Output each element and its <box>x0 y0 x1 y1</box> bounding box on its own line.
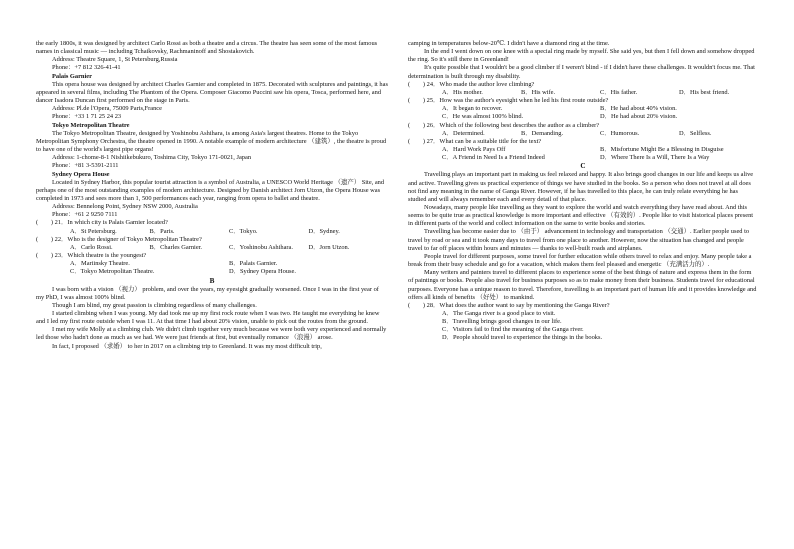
passage-b-paragraph: I met my wife Molly at a climbing club. We didn't climb together very much because we were both very experienced and normally led those who hadn't done as much as we had. We were just friends at first, but eventually romance （浪漫） arose. <box>36 326 387 342</box>
option: B．Charles Garnier. <box>149 243 203 251</box>
right-column <box>408 40 758 343</box>
option: A．Hard Work Pays Off <box>442 146 506 154</box>
garnier-phone: Phone：+33 1 71 25 24 23 <box>52 113 122 121</box>
passage-c-paragraph: Travelling plays an important part in making us feel relaxed and happy. It also brings good changes in our life and keeps us alive and active. Travelling gives us practical experience of things we have studied in the books. So a person who does not travel at all does not find any meaning in the name of Ganga River. However, if he has travelled to this place, he can truly relate everything he has studied and will always remember each and every detail of that place. <box>408 171 754 203</box>
question-22: ( ) 22．Who is the designer of Tokyo Metropolitan Theatre? <box>36 235 202 243</box>
passage-b-paragraph: camping in temperatures below-20℃. I didn't have a diamond ring at the time. <box>408 40 610 47</box>
passage-b-paragraph: Though I am blind, my great passion is climbing regardless of many challenges. <box>52 301 257 309</box>
question-27-options <box>408 146 758 154</box>
question-24: ( ) 24．Who made the author love climbing? <box>408 80 535 88</box>
option: A．Determined. <box>442 129 485 137</box>
option: C．Yoshinobu Ashihara. <box>229 243 293 251</box>
option: D．He had about 20% vision. <box>600 113 678 121</box>
option: B．Palais Garnier. <box>229 260 278 268</box>
question-25-options-row2 <box>408 113 758 121</box>
passage-b-paragraph: In the end I went down on one knee with a special ring made by myself. She said yes, but then I fell down and somehow dropped the ring. So it's still there in Greenland! <box>408 48 755 64</box>
question-27: ( ) 27．What can be a suitable title for the text? <box>408 137 542 145</box>
option: C．He was almost 100% blind. <box>442 113 524 121</box>
question-21-options <box>36 228 388 236</box>
question-23-options-row2 <box>36 268 388 276</box>
question-27-options-row2 <box>408 154 758 162</box>
option: B．He had about 40% vision. <box>600 105 677 113</box>
option: A．St Petersburg. <box>70 227 117 235</box>
tokyo-heading: Tokyo Metropolitan Theatre <box>52 121 130 129</box>
passage-c-paragraph: Nowadays, many people like travelling as they want to explore the world and watch everything they have read about. And this seems to be quite true as practical knowledge is more important and effective （有效的）. People like to visit historical places present in different parts of the world and collect information on the same to write books and stories. <box>408 203 754 228</box>
option: D．Selfless. <box>679 129 712 137</box>
garnier-address: Address: Pl.de l'Opera, 75009 Paris,France <box>52 105 162 113</box>
question-25-options <box>408 105 758 113</box>
option: B．His wife. <box>521 88 556 96</box>
option: A．Mariinsky Theatre. <box>70 260 130 268</box>
intro-paragraph: the early 1800s, it was designed by architect Carlo Rossi as both a theatre and a circus. The theatre has seen some of the most famous names in classical music — including Tchaikovsky, Rachmaninoff and Shostakovich. <box>36 40 378 56</box>
option: A．His mother. <box>442 88 483 96</box>
question-22-options <box>36 244 388 252</box>
question-26-options <box>408 130 758 138</box>
sydney-heading: Sydney Opera House <box>52 170 110 178</box>
mariinsky-phone: Phone：+7 812 326-41-41 <box>52 64 121 72</box>
question-28: ( ) 28．What does the author want to say by mentioning the Ganga River? <box>408 301 610 309</box>
tokyo-phone: Phone：+81 3-5391-2111 <box>52 162 119 170</box>
question-24-options <box>408 89 758 97</box>
option: C．Humorous. <box>600 129 640 137</box>
section-c-heading: C <box>580 162 586 171</box>
option: C．His father. <box>600 88 638 96</box>
option: A．It began to recover. <box>442 105 503 113</box>
passage-b-paragraph: It's quite possible that I wouldn't be a good climber if I weren't blind - if I didn't have these challenges. It wouldn't focus me. That determination is built through my disability. <box>408 64 755 80</box>
option: B．Paris. <box>149 227 175 235</box>
option: C．Visitors fail to find the meaning of the Ganga river. <box>442 326 584 334</box>
garnier-text: This opera house was designed by architect Charles Garnier and completed in 1875. Decorated with sculptures and paintings, it has appeared in several films, including The Phantom of the Opera. Composer Giacomo Puccini saw his opera, Tosca, performed here, and dancer Isadora Duncan first performed on the stage in Paris. <box>36 80 388 105</box>
option: D．Sydney. <box>308 227 340 235</box>
passage-c-paragraph: Travelling has become easier due to （由于） advancement in technology and transportation （交通）. Earlier people used to travel by road or sea and it took many days to travel from one place to another. However, now the situation has changed and people travel to far off places within hours and minutes — thanks to well-built roads and airplanes. <box>408 228 750 252</box>
sydney-address: Address: Bennelong Point, Sydney NSW 2000, Australia <box>52 203 198 211</box>
passage-b-paragraph: I started climbing when I was young. My dad took me up my first rock route when I was two. He taught me everything he knew and I led my first route outside when I was 11. At that time I had about 20% vision, unable to pick out the routes from the ground. <box>36 310 380 326</box>
option: D．People should travel to experience the things in the books. <box>442 334 603 342</box>
question-23: ( ) 23．Which theatre is the youngest? <box>36 252 147 260</box>
question-26: ( ) 26．Which of the following best describes the author as a climber? <box>408 121 600 129</box>
passage-b-paragraph: I was born with a vision （视力） problem, and over the years, my eyesight gradually worsened. Once I was in the first year of my PhD, I was almost 100% blind. <box>36 285 379 301</box>
left-column <box>36 40 388 351</box>
sydney-text: Located in Sydney Harbor, this popular tourist attraction is a symbol of Australia, a UNESCO World Heritage （遗产） Site, and perhaps one of the most outstanding examples of modern architecture. Designed by Danish architect Jorn Utzon, the Opera House was completed in 1973 and sees more than 1, 500 performances each year, ranging from opera to ballet and theatre. <box>36 178 385 202</box>
passage-b-paragraph: In fact, I proposed （求婚） to her in 2017 on a climbing trip to Greenland. It was my most difficult trip, <box>52 342 322 350</box>
question-25: ( ) 25．How was the author's eyesight when he led his first route outside? <box>408 97 609 105</box>
option: A．The Ganga river is a good place to visit. <box>442 310 556 317</box>
option: D．Sydney Opera House. <box>229 268 296 276</box>
option: B．Misfortune Might Be a Blessing in Disguise <box>600 146 724 154</box>
option: A．Carlo Rossi. <box>70 243 113 251</box>
sydney-phone: Phone：+61 2 9250 7111 <box>52 211 118 219</box>
passage-c-paragraph: Many writers and painters travel to different places to experience some of the best things of nature and express them in the form of paintings or books. People also travel for business purposes so as to make money from their business. Students travel for educational purposes. Everyone has a unique reason to travel. Therefore, travelling is an important part of human life and it provides knowledge and offers all kinds of benefits （好处） to mankind. <box>408 269 757 301</box>
garnier-heading: Palais Garnier <box>52 72 92 80</box>
tokyo-address: Address: 1-chome-8-1 Nishiikebukuro, Toshima City, Tokyo 171-0021, Japan <box>52 154 252 162</box>
question-23-options <box>36 260 388 268</box>
option: C．A Friend in Need Is a Friend Indeed <box>442 154 545 162</box>
option: D．Jorn Utzon. <box>308 243 350 251</box>
option: C．Tokyo Metropolitan Theatre. <box>70 268 155 276</box>
question-21: ( ) 21．In which city is Palais Garnier located? <box>36 219 168 227</box>
mariinsky-address: Address: Theatre Square, 1, St Petersburg,Russia <box>52 56 178 64</box>
option: B．Travelling brings good changes in our life. <box>442 318 562 326</box>
option: C．Tokyo. <box>229 227 258 235</box>
passage-c-paragraph: People travel for different purposes, some travel for further education while others travel to relax and enjoy. Many people take a break from their busy schedule and go for a vacation, which makes them feel pleased and energetic （充满活力的）. <box>408 252 752 269</box>
option: B．Demanding. <box>521 129 564 137</box>
tokyo-text: The Tokyo Metropolitan Theatre, designed by Yoshinobu Ashihara, is among Asia's largest theatres. Home to the Tokyo Metropolitan Symphony Orchestra, the theatre opened in 1990. A notable example of modern architecture （建筑）, the theatre is proud to have one of the world's largest pipe organs! <box>36 129 387 154</box>
option: D．Where There Is a Will, There Is a Way <box>600 154 710 162</box>
section-b-heading: B <box>209 276 215 285</box>
option: D．His best friend. <box>679 88 730 96</box>
